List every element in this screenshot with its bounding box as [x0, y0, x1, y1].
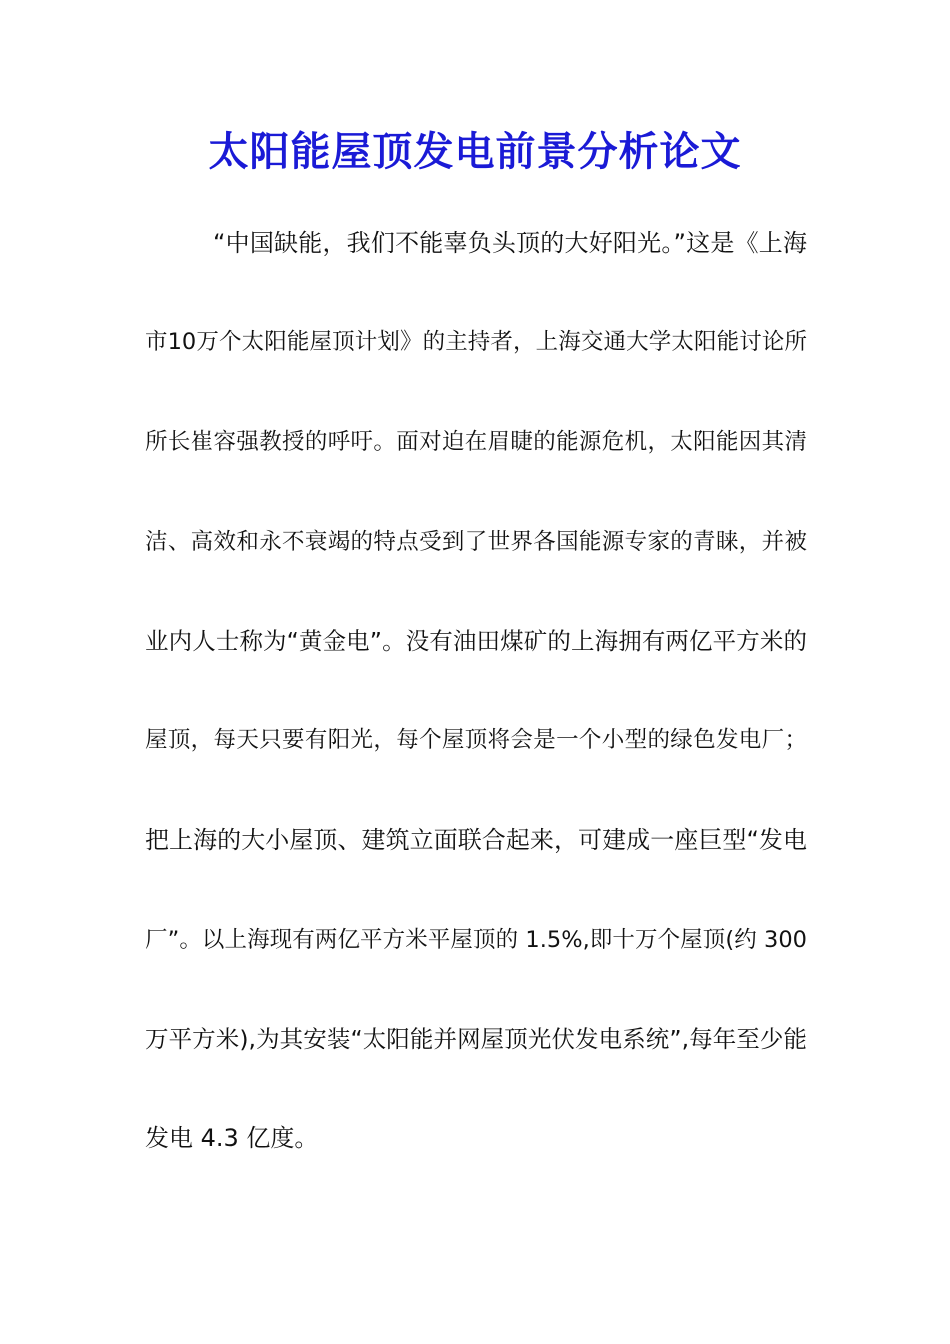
- document-title: 太阳能屋顶发电前景分析论文: [208, 128, 742, 175]
- paragraph-line: 屋顶，每天只要有阳光，每个屋顶将会是一个小型的绿色发电厂；: [145, 727, 807, 753]
- paragraph-line: 万平方米),为其安装“太阳能并网屋顶光伏发电系统”,每年至少能: [145, 1025, 807, 1053]
- paragraph-line: 厂”。以上海现有两亿平方米平屋顶的 1.5%,即十万个屋顶(约 300: [145, 927, 807, 953]
- paragraph-line: 所长崔容强教授的呼吁。面对迫在眉睫的能源危机，太阳能因其清: [145, 429, 807, 455]
- paragraph-line: 把上海的大小屋顶、建筑立面联合起来，可建成一座巨型“发电: [145, 826, 807, 854]
- paragraph-line: 市10万个太阳能屋顶计划》的主持者，上海交通大学太阳能讨论所: [145, 329, 807, 355]
- paragraph-line: 业内人士称为“黄金电”。没有油田煤矿的上海拥有两亿平方米的: [145, 627, 807, 655]
- paragraph-line: 发电 4.3 亿度。: [145, 1124, 319, 1152]
- paragraph-line: 洁、高效和永不衰竭的特点受到了世界各国能源专家的青睐，并被: [145, 529, 807, 555]
- paragraph-line: “中国缺能，我们不能辜负头顶的大好阳光。”这是《上海: [213, 229, 807, 257]
